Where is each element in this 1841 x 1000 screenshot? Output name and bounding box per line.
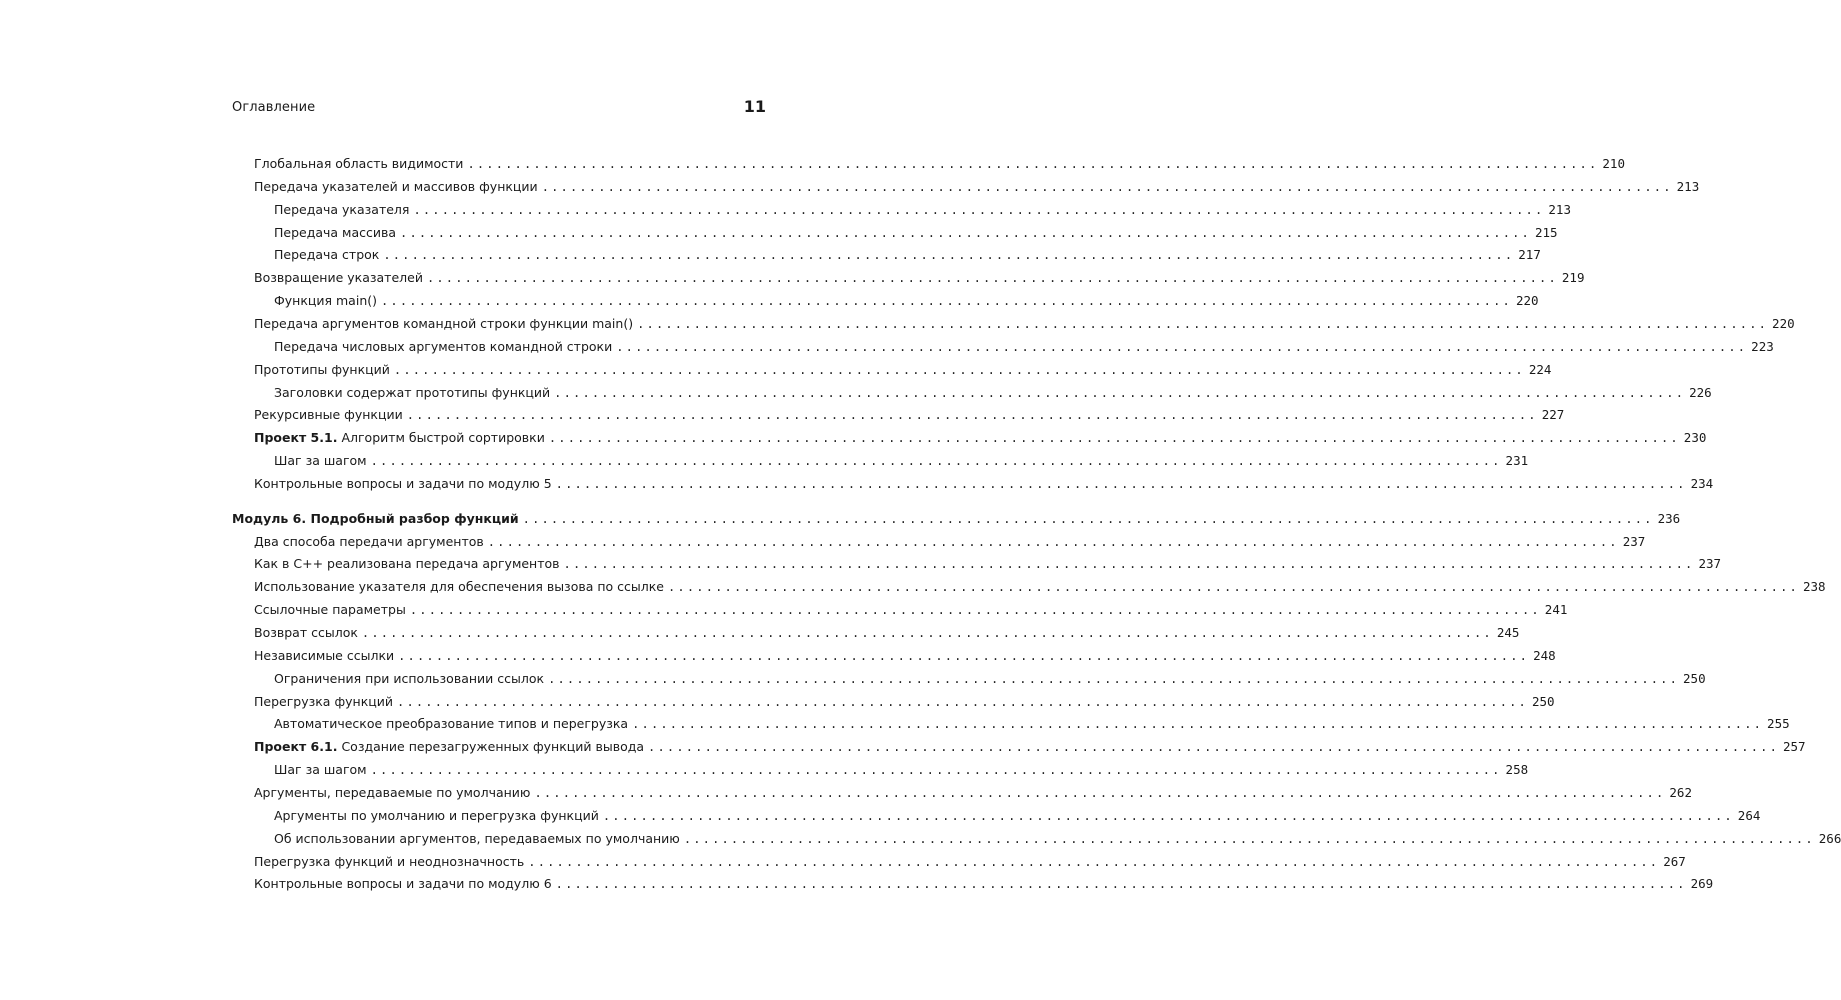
toc-entry <box>254 310 1795 332</box>
toc-entry-title <box>274 671 548 687</box>
dot-leader: ........................................................................................................................ <box>361 626 1493 640</box>
toc-entry-page: 238 <box>1802 579 1826 595</box>
dot-leader: ........................................................................................................................ <box>487 534 1619 549</box>
toc-entry-page: 231 <box>1505 453 1529 469</box>
toc-entry-title <box>254 785 534 801</box>
toc-entry-page: 248 <box>1533 647 1556 663</box>
toc-entry-text: Передача массива <box>274 224 397 240</box>
toc-entry <box>254 688 1555 710</box>
toc-entry-text: Передача числовых аргументов командной строки <box>274 338 613 354</box>
toc-entry-text: Заголовки содержат прототипы функций <box>274 384 551 400</box>
toc-entry-text: Возвращение указателей <box>254 270 423 286</box>
toc-entry <box>274 710 1790 732</box>
toc-entry-page: 234 <box>1690 475 1714 491</box>
toc-entry-title <box>254 694 397 710</box>
toc-entry-title <box>274 293 381 309</box>
toc-entry-title <box>274 762 371 778</box>
toc-entry-text: Ссылочные параметры <box>254 602 406 618</box>
toc-entry-title <box>254 648 398 664</box>
toc-entry-text: Шаг за шагом <box>274 762 367 778</box>
toc-entry <box>254 528 1646 550</box>
dot-leader: ........................................................................................................................ <box>467 157 1599 171</box>
toc-entry-page: 262 <box>1669 784 1692 800</box>
toc-entry-title <box>254 739 648 755</box>
dot-leader: ........................................................................................................................ <box>548 431 1680 446</box>
toc-entry <box>254 150 1625 172</box>
toc-entry <box>254 619 1520 641</box>
toc-entry-title <box>274 716 632 732</box>
toc-entry-page: 250 <box>1531 693 1555 709</box>
toc-entry-title <box>254 602 410 618</box>
toc-entry <box>254 550 1722 572</box>
toc-entry-page: 224 <box>1528 361 1552 377</box>
toc-entry-page: 264 <box>1737 807 1761 823</box>
toc-entry-title <box>254 625 362 641</box>
toc-entry <box>254 401 1565 423</box>
toc-entry-page: 245 <box>1496 625 1520 640</box>
dot-leader: ........................................................................................................................ <box>563 557 1695 572</box>
dot-leader: ........................................................................................................................ <box>397 694 1528 709</box>
toc-entry <box>274 756 1529 778</box>
toc-entry-text: Два способа передачи аргументов <box>254 533 484 549</box>
dot-leader: ........................................................................................................................ <box>370 763 1502 778</box>
dot-leader: ........................................................................................................................ <box>522 511 1654 526</box>
toc-entry-page: 220 <box>1772 315 1795 331</box>
toc-entry-title <box>274 831 684 847</box>
toc-entry <box>254 733 1806 755</box>
toc-entry-title <box>274 202 413 218</box>
toc-entry-text: Функция main() <box>274 293 377 309</box>
running-title: Оглавление <box>232 100 316 115</box>
toc-entry-text: Автоматическое преобразование типов и перегрузка <box>274 716 629 732</box>
toc-entry <box>254 173 1700 195</box>
dot-leader: ........................................................................................................................ <box>648 740 1779 755</box>
toc-entry-text: Об использовании аргументов, передаваемых по умолчанию <box>274 830 680 846</box>
toc-entry-text: Глобальная область видимости <box>254 156 464 171</box>
toc-entry-text: Контрольные вопросы и задачи по модулю 5 <box>254 475 552 491</box>
toc-entry-title <box>274 808 603 824</box>
dot-leader: ........................................................................................................................ <box>602 808 1734 823</box>
toc-entry-page: 257 <box>1783 739 1806 755</box>
toc-entry-text: Возврат ссылок <box>254 625 358 640</box>
toc-entry-text: Передача аргументов командной строки функции main() <box>254 315 634 331</box>
toc-entry-title <box>254 362 394 378</box>
toc-entry <box>254 848 1686 870</box>
toc-entry <box>274 219 1558 241</box>
toc-entry-title <box>232 511 523 527</box>
dot-leader: ........................................................................................................................ <box>548 671 1680 686</box>
toc-module-entry <box>232 505 1681 527</box>
dot-leader: ........................................................................................................................ <box>683 831 1815 846</box>
dot-leader: ........................................................................................................................ <box>541 179 1673 194</box>
toc-entry-page: 213 <box>1548 201 1571 217</box>
toc-entry-title <box>274 453 371 469</box>
dot-leader: ........................................................................................................................ <box>406 408 1538 423</box>
toc-entry <box>254 424 1707 446</box>
toc-entry <box>274 196 1571 218</box>
toc-entry-title <box>274 225 400 241</box>
toc-entry-text: Ограничения при использовании ссылок <box>274 670 545 686</box>
toc-entry-title <box>254 156 467 172</box>
toc-entry <box>254 596 1568 618</box>
toc-entry-page: 258 <box>1505 762 1529 778</box>
dot-leader: ........................................................................................................................ <box>413 202 1545 217</box>
page-header <box>232 98 768 122</box>
toc-entry-page: 255 <box>1767 716 1790 732</box>
toc-entry-page: 217 <box>1518 247 1541 263</box>
toc-entry <box>274 665 1706 687</box>
toc-entry-text: Передача строк <box>274 247 380 263</box>
toc-entry-page: 269 <box>1690 876 1714 892</box>
toc-entry-text: Передача указателей и массивов функции <box>254 178 538 194</box>
toc-entry-text: Использование указателя для обеспечения вызова по ссылке <box>254 579 664 595</box>
toc-entry-page: 227 <box>1541 407 1565 423</box>
dot-leader: ........................................................................................................................ <box>555 476 1687 491</box>
toc-entry-text: Независимые ссылки <box>254 647 395 663</box>
toc-entry-text: Рекурсивные функции <box>254 407 403 423</box>
toc-entry <box>254 470 1714 492</box>
dot-leader: ........................................................................................................................ <box>637 316 1769 331</box>
toc-entry-title <box>254 316 637 332</box>
toc-entry-title <box>254 534 488 550</box>
toc-entry <box>254 870 1714 892</box>
toc-entry-page: 230 <box>1683 430 1707 446</box>
dot-leader: ........................................................................................................................ <box>534 785 1666 800</box>
toc-entry-title <box>254 556 564 572</box>
toc-entry-page: 237 <box>1622 533 1646 549</box>
dot-leader: ........................................................................................................................ <box>616 339 1748 354</box>
toc-entry <box>254 264 1585 286</box>
toc-entry-page: 237 <box>1698 556 1722 572</box>
toc-entry-text: Прототипы функций <box>254 361 390 377</box>
toc-entry-page: 215 <box>1534 224 1558 240</box>
toc-entry-text: Как в С++ реализована передача аргументов <box>254 556 560 572</box>
toc-entry-page: 266 <box>1818 830 1841 846</box>
dot-leader: ........................................................................................................................ <box>370 454 1502 469</box>
toc-entry-text: Контрольные вопросы и задачи по модулю 6 <box>254 876 552 892</box>
toc-entry <box>274 287 1539 309</box>
dot-leader: ........................................................................................................................ <box>393 362 1525 377</box>
toc-entry <box>254 642 1556 664</box>
toc-entry-title <box>254 430 549 446</box>
toc-entry-page: 219 <box>1561 270 1585 286</box>
toc-entry-title <box>254 876 556 892</box>
toc-entry <box>274 333 1774 355</box>
toc-entry-text: Аргументы по умолчанию и перегрузка функций <box>274 807 599 823</box>
toc-entry-page: 220 <box>1515 293 1539 309</box>
dot-leader: ........................................................................................................................ <box>426 271 1558 286</box>
dot-leader: ........................................................................................................................ <box>409 603 1541 618</box>
dot-leader: ........................................................................................................................ <box>400 225 1531 240</box>
toc-entry-title <box>254 270 427 286</box>
page-number: 11 <box>743 97 766 116</box>
toc-entry-text: Перегрузка функций и неоднозначность <box>254 853 525 869</box>
dot-leader: ........................................................................................................................ <box>381 294 1512 309</box>
toc-entry-title <box>274 247 383 263</box>
toc-entry-text: Алгоритм быстрой сортировки <box>341 430 545 446</box>
toc-entry-title <box>254 179 542 195</box>
dot-leader: ........................................................................................................................ <box>528 854 1660 869</box>
dot-leader: ........................................................................................................................ <box>668 580 1799 595</box>
toc-entry <box>274 379 1712 401</box>
dot-leader: ........................................................................................................................ <box>555 877 1687 892</box>
toc-entry-page: 250 <box>1683 670 1706 686</box>
toc-entry-page: 226 <box>1689 384 1712 400</box>
toc-entry-title <box>274 385 554 401</box>
toc-entry-page: 213 <box>1676 178 1700 194</box>
dot-leader: ........................................................................................................................ <box>383 248 1515 263</box>
toc-entry-text: Шаг за шагом <box>274 453 367 469</box>
toc-entry-title <box>254 476 556 492</box>
toc-entry-page: 210 <box>1602 156 1625 171</box>
toc-entry-text: Передача указателя <box>274 201 410 217</box>
toc-entry <box>274 447 1529 469</box>
toc-entry <box>274 802 1761 824</box>
toc-entry-text: Перегрузка функций <box>254 693 394 709</box>
dot-leader: ........................................................................................................................ <box>554 385 1686 400</box>
toc-entry-page: 236 <box>1657 510 1681 526</box>
toc-entry-title <box>274 339 616 355</box>
dot-leader: ........................................................................................................................ <box>632 717 1764 732</box>
toc-entry <box>254 573 1826 595</box>
toc-entry-title <box>254 407 407 423</box>
toc-entry-text: Создание перезагруженных функций вывода <box>341 739 645 755</box>
toc-entry <box>274 241 1541 263</box>
toc-entry-page: 241 <box>1544 602 1568 618</box>
toc-entry-page: 267 <box>1663 853 1686 869</box>
toc-entry <box>274 825 1841 847</box>
toc-entry <box>254 356 1552 378</box>
toc-entry-page: 223 <box>1751 338 1774 354</box>
toc-entry-text: Модуль 6. Подробный разбор функций <box>232 510 519 526</box>
toc-entry-title <box>254 854 528 870</box>
toc-entry-title <box>254 579 668 595</box>
toc-entry-prefix: Проект 5.1. <box>254 430 338 446</box>
toc-entry <box>254 779 1692 801</box>
dot-leader: ........................................................................................................................ <box>398 648 1530 663</box>
toc-entry-text: Аргументы, передаваемые по умолчанию <box>254 784 531 800</box>
toc-entry-prefix: Проект 6.1. <box>254 739 338 755</box>
